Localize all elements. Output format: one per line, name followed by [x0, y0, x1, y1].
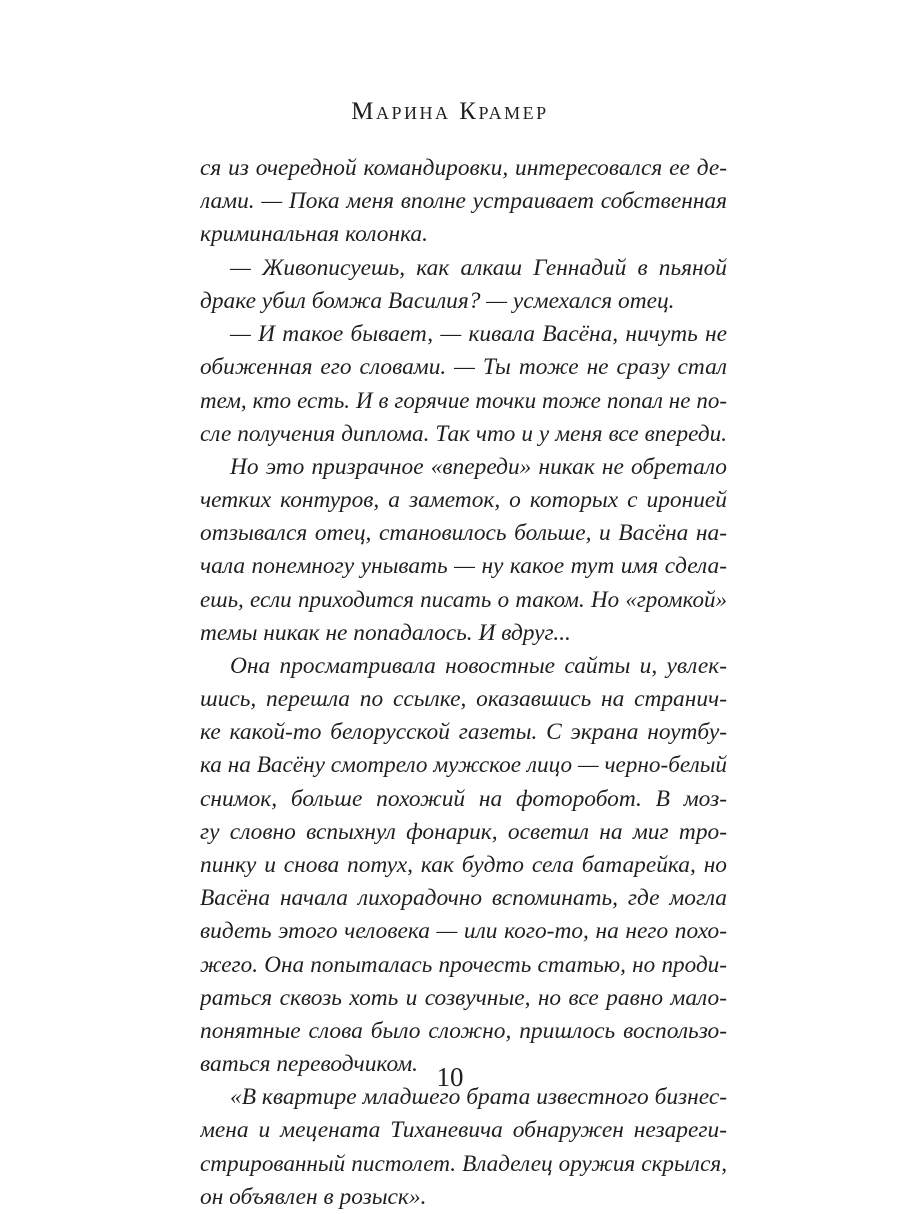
text-line: раться сквозь хоть и созвучные, но все равно мало-	[200, 984, 727, 1011]
body-text	[200, 152, 727, 1214]
text-line: — Живописуешь, как алкаш Геннадий в пьяной	[230, 254, 727, 281]
text-line: чала понемногу унывать — ну какое тут имя сдела-	[200, 553, 727, 580]
text-line: отзывался отец, становилось больше, и Васёна на-	[200, 520, 727, 547]
text-line: — И такое бывает, — кивала Васёна, ничуть не	[230, 320, 727, 347]
text-line: ке какой-то белорусской газеты. С экрана ноутбу-	[200, 719, 727, 746]
text-line: четких контуров, а заметок, о которых с иронией	[200, 486, 727, 513]
text-line: ка на Васёну смотрело мужское лицо — черно-белый	[200, 752, 727, 779]
text-line: драке убил бомжа Василия? — усмехался отец.	[200, 287, 675, 314]
text-line: жего. Она попыталась прочесть статью, но проди-	[200, 951, 727, 978]
text-line: понятные слова было сложно, пришлось воспользо-	[200, 1017, 727, 1044]
text-line: темы никак не попадалось. И вдруг...	[200, 619, 571, 646]
text-line: Васёна начала лихорадочно вспоминать, где могла	[200, 885, 727, 912]
text-line: сле получения диплома. Так что и у меня все впереди.	[200, 420, 727, 447]
running-title: Марина Крамер	[351, 98, 549, 125]
text-line: шись, перешла по ссылке, оказавшись на странич-	[200, 686, 727, 712]
text-line: он объявлен в розыск».	[200, 1183, 427, 1210]
text-line: гу словно вспыхнул фонарик, осветил на миг тро-	[200, 818, 727, 845]
text-line: стрированный пистолет. Владелец оружия скрылся,	[200, 1150, 727, 1177]
text-line: обиженная его словами. — Ты тоже не сразу стал	[200, 354, 727, 381]
text-line: лами. — Пока меня вполне устраивает собственная	[200, 188, 727, 215]
text-line: снимок, больше похожий на фоторобот. В моз-	[200, 785, 727, 812]
text-line: «В квартире младшего брата известного бизнес-	[230, 1084, 727, 1111]
text-line: мена и мецената Тиханевича обнаружен незареги-	[200, 1117, 727, 1144]
text-line: тем, кто есть. И в горячие точки тоже попал не по-	[200, 388, 727, 414]
text-line: Она просматривала новостные сайты и, увлек-	[230, 652, 727, 679]
text-line: ешь, если приходится писать о таком. Но «громкой»	[200, 587, 727, 613]
text-line: ваться переводчиком.	[200, 1051, 419, 1078]
text-line: Но это призрачное «впереди» никак не обретало	[230, 453, 727, 480]
text-line: видеть этого человека — или кого-то, на него похо-	[200, 918, 727, 945]
text-line: ся из очередной командировки, интересовался ее де-	[200, 155, 727, 181]
text-line: пинку и снова потух, как будто села батарейка, но	[200, 851, 727, 878]
text-line: криминальная колонка.	[200, 221, 428, 248]
page-number: 10	[436, 1062, 464, 1092]
